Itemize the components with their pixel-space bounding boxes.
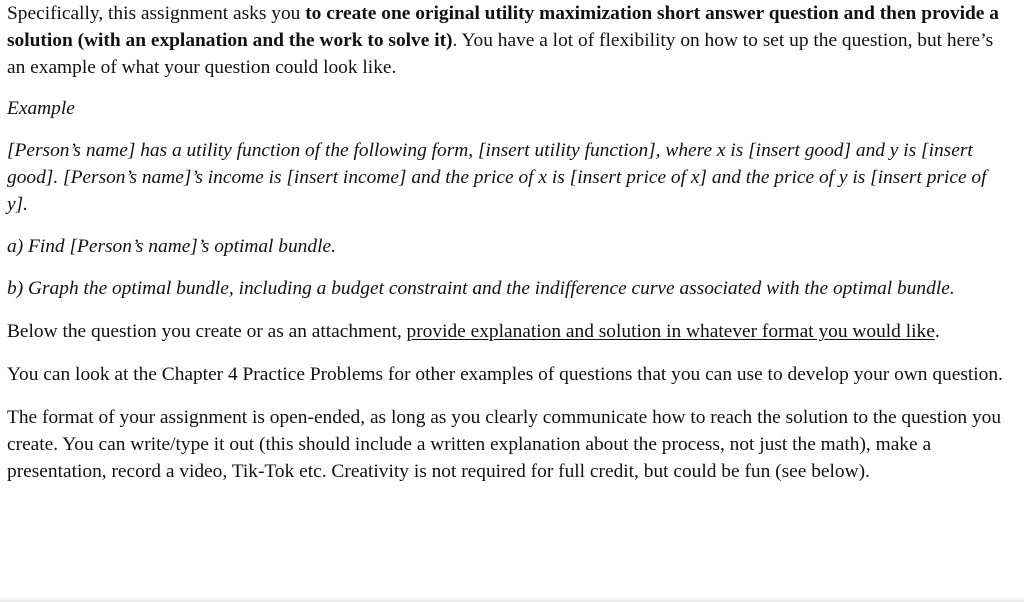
intro-bold-instruction: to create one original utility maximization short answer question and then provide a solution (with an explanation and the work to solve it)	[7, 3, 999, 51]
bottom-edge-shadow	[0, 596, 1024, 602]
example-part-a: a) Find [Person’s name]’s optimal bundle.	[7, 236, 336, 257]
intro-paragraph	[7, 0, 1010, 81]
example-question-body: [Person’s name] has a utility function of the following form, [insert utility function], where x is [insert good] and y is [insert good]. [Person’s name]’s income is [insert income] and the price of x is [insert price of x] and the price of y is [insert price of y].	[7, 140, 987, 215]
format-note-paragraph: The format of your assignment is open-ended, as long as you clearly communicate how to reach the solution to the question you create. You can write/type it out (this should include a written explanation about the process, not just the math), make a presentation, record a video, Tik-Tok etc. Creativity is not required for full credit, but could be fun (see below).	[7, 407, 1002, 482]
solution-note-start: Below the question you create or as an attachment,	[7, 321, 407, 342]
intro-text-end: . You have a lot of flexibility on how to set up the question, but here’s an example of what your question could look like.	[7, 30, 994, 78]
solution-note-paragraph	[7, 318, 1010, 345]
solution-note-underlined: provide explanation and solution in whatever format you would like	[406, 321, 935, 342]
example-heading: Example	[7, 98, 75, 119]
solution-note-end: .	[934, 321, 940, 342]
example-part-b: b) Graph the optimal bundle, including a budget constraint and the indifference curve associated with the optimal bundle.	[7, 278, 955, 299]
chapter-note-paragraph: You can look at the Chapter 4 Practice Problems for other examples of questions that you can use to develop your own question.	[7, 364, 1003, 385]
intro-text-start: Specifically, this assignment asks you	[7, 3, 306, 24]
